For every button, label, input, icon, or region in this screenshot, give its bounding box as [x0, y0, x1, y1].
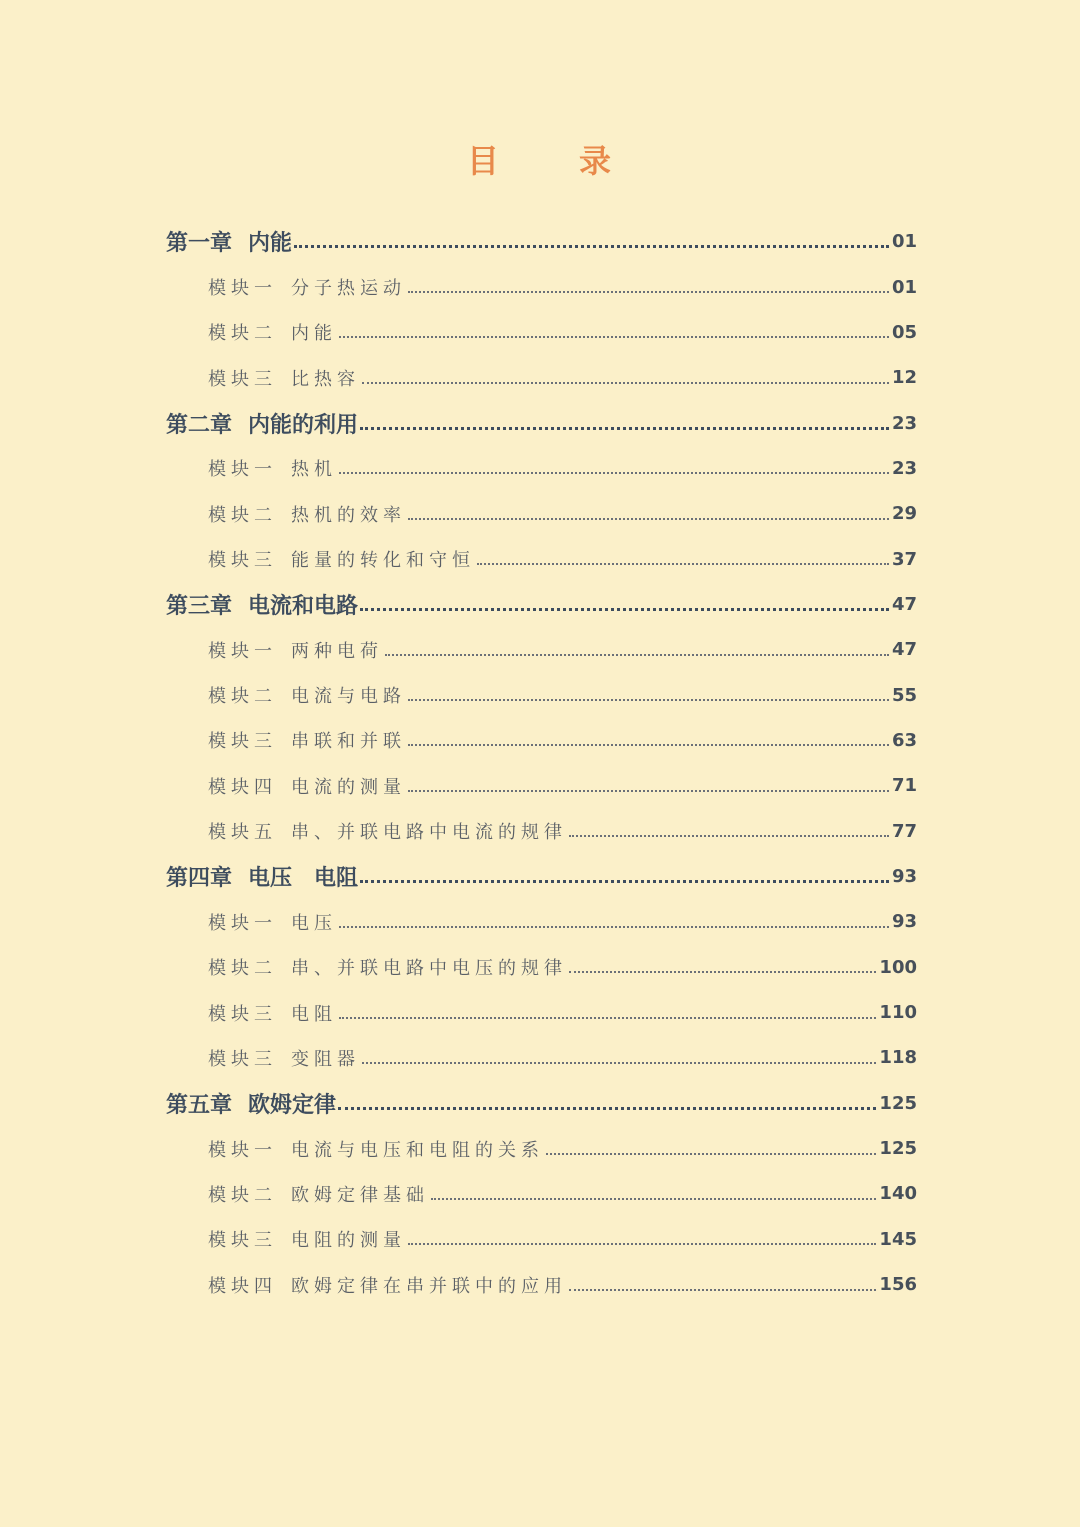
module-title: 电流的测量	[291, 776, 406, 798]
toc-entry-label	[208, 319, 337, 345]
module-title: 热机的效率	[291, 504, 406, 526]
toc-entry-label	[208, 909, 337, 935]
module-title: 串、并联电路中电压的规律	[291, 958, 567, 980]
dot-leader	[362, 382, 889, 384]
module-number: 模块四	[208, 1275, 277, 1297]
page-number: 55	[891, 684, 917, 706]
module-number: 模块一	[208, 1139, 277, 1161]
module-title: 比热容	[291, 368, 360, 390]
toc-entry-label	[208, 501, 406, 527]
dot-leader	[477, 563, 889, 565]
page-number: 01	[891, 276, 917, 298]
module-title: 电流与电路	[291, 686, 406, 708]
module-number: 模块二	[208, 504, 277, 526]
dot-leader	[546, 1153, 876, 1155]
toc-module-entry[interactable]	[0, 763, 1080, 808]
toc-module-entry[interactable]	[0, 1217, 1080, 1262]
toc-entry-label	[208, 546, 475, 572]
module-title: 串、并联电路中电流的规律	[291, 822, 567, 844]
toc-entry-label	[208, 637, 383, 663]
page-number: 100	[879, 956, 917, 978]
toc-entry-label	[208, 773, 406, 799]
toc-chapter-entry[interactable]	[0, 854, 1080, 899]
page-number: 47	[891, 639, 917, 661]
chapter-number: 第二章	[166, 411, 233, 438]
module-number: 模块四	[208, 776, 277, 798]
page-number: 12	[891, 367, 917, 389]
toc-entry-label	[208, 954, 567, 980]
dot-leader	[408, 699, 889, 701]
module-title: 串联和并联	[291, 731, 406, 753]
toc-chapter-entry[interactable]	[0, 582, 1080, 627]
module-number: 模块三	[208, 550, 277, 572]
dot-leader	[408, 744, 889, 746]
page-number: 140	[879, 1183, 917, 1205]
module-number: 模块一	[208, 912, 277, 934]
page-number: 37	[891, 548, 917, 570]
module-title: 能量的转化和守恒	[291, 550, 475, 572]
dot-leader	[339, 926, 889, 928]
dot-leader	[339, 472, 889, 474]
page-number: 23	[891, 457, 917, 479]
module-title: 电流与电压和电阻的关系	[291, 1139, 544, 1161]
page-number: 77	[891, 820, 917, 842]
toc-entry-label	[208, 455, 337, 481]
toc-module-entry[interactable]	[0, 1171, 1080, 1216]
dot-leader	[339, 1017, 876, 1019]
module-number: 模块三	[208, 368, 277, 390]
module-number: 模块三	[208, 1048, 277, 1070]
module-title: 欧姆定律基础	[291, 1184, 429, 1206]
toc-module-entry[interactable]	[0, 310, 1080, 355]
page-number: 47	[891, 593, 917, 615]
module-number: 模块二	[208, 1184, 277, 1206]
title-char-left: 目	[466, 142, 501, 180]
module-title: 变阻器	[291, 1048, 360, 1070]
toc-module-entry[interactable]	[0, 1262, 1080, 1307]
module-number: 模块二	[208, 686, 277, 708]
toc-entry-label	[166, 226, 292, 257]
toc-chapter-entry[interactable]	[0, 400, 1080, 445]
toc-entry-label	[166, 589, 358, 620]
module-number: 模块二	[208, 323, 277, 345]
module-title: 电阻	[291, 1003, 337, 1025]
toc-module-entry[interactable]	[0, 1126, 1080, 1171]
dot-leader	[385, 654, 889, 656]
chapter-title: 电压 电阻	[248, 864, 359, 891]
module-number: 模块二	[208, 958, 277, 980]
chapter-number: 第三章	[166, 592, 233, 619]
toc-module-entry[interactable]	[0, 899, 1080, 944]
module-title: 电阻的测量	[291, 1230, 406, 1252]
toc-entry-label	[166, 861, 358, 892]
toc-entry-label	[208, 274, 406, 300]
module-title: 欧姆定律在串并联中的应用	[291, 1275, 567, 1297]
page-number: 71	[891, 775, 917, 797]
toc-entry-label	[208, 1272, 567, 1298]
toc-entry-label	[208, 1181, 429, 1207]
chapter-title: 内能	[248, 230, 293, 257]
page-number: 23	[891, 412, 917, 434]
toc-chapter-entry[interactable]	[0, 219, 1080, 264]
dot-leader	[408, 1243, 876, 1245]
dot-leader	[360, 427, 889, 430]
page-number: 93	[891, 865, 917, 887]
module-title: 内能	[291, 323, 337, 345]
module-title: 两种电荷	[291, 640, 383, 662]
dot-leader	[569, 1289, 876, 1291]
page-number: 05	[891, 321, 917, 343]
dot-leader	[408, 291, 889, 293]
title-char-right: 录	[579, 142, 614, 180]
page-number: 145	[879, 1228, 917, 1250]
page-number: 93	[891, 911, 917, 933]
toc-module-entry[interactable]	[0, 1035, 1080, 1080]
chapter-title: 欧姆定律	[248, 1091, 337, 1118]
toc-module-entry[interactable]	[0, 945, 1080, 990]
page-number: 01	[891, 231, 917, 253]
chapter-title: 电流和电路	[248, 592, 359, 619]
page-number: 110	[879, 1002, 917, 1024]
module-title: 热机	[291, 459, 337, 481]
dot-leader	[360, 880, 889, 883]
dot-leader	[339, 336, 889, 338]
dot-leader	[569, 835, 889, 837]
dot-leader	[360, 608, 889, 611]
toc-entry-label	[208, 1226, 406, 1252]
toc-entry-label	[166, 1088, 336, 1119]
module-number: 模块五	[208, 822, 277, 844]
chapter-number: 第四章	[166, 864, 233, 891]
toc-entry-label	[208, 727, 406, 753]
toc-entry-label	[208, 818, 567, 844]
toc-module-entry[interactable]	[0, 264, 1080, 309]
toc-module-entry[interactable]	[0, 536, 1080, 581]
dot-leader	[431, 1198, 876, 1200]
toc-entry-label	[208, 682, 406, 708]
toc-module-entry[interactable]	[0, 627, 1080, 672]
chapter-title: 内能的利用	[248, 411, 359, 438]
table-of-contents	[0, 219, 1080, 1307]
dot-leader	[338, 1107, 876, 1110]
module-number: 模块三	[208, 1230, 277, 1252]
module-number: 模块三	[208, 1003, 277, 1025]
toc-entry-label	[166, 408, 358, 439]
page-title	[0, 136, 1080, 182]
module-number: 模块一	[208, 640, 277, 662]
toc-module-entry[interactable]	[0, 446, 1080, 491]
page-number: 156	[879, 1274, 917, 1296]
toc-entry-label	[208, 1000, 337, 1026]
page-number: 29	[891, 503, 917, 525]
chapter-number: 第五章	[166, 1091, 233, 1118]
toc-module-entry[interactable]	[0, 355, 1080, 400]
toc-chapter-entry[interactable]	[0, 1081, 1080, 1126]
toc-module-entry[interactable]	[0, 718, 1080, 763]
page-number: 125	[879, 1138, 917, 1160]
toc-entry-label	[208, 365, 360, 391]
dot-leader	[408, 518, 889, 520]
dot-leader	[408, 790, 889, 792]
toc-entry-label	[208, 1045, 360, 1071]
toc-module-entry[interactable]	[0, 672, 1080, 717]
module-number: 模块一	[208, 459, 277, 481]
module-number: 模块一	[208, 278, 277, 300]
toc-entry-label	[208, 1136, 544, 1162]
page-number: 63	[891, 729, 917, 751]
module-title: 电压	[291, 912, 337, 934]
module-number: 模块三	[208, 731, 277, 753]
dot-leader	[569, 971, 876, 973]
dot-leader	[294, 245, 889, 248]
toc-module-entry[interactable]	[0, 491, 1080, 536]
module-title: 分子热运动	[291, 278, 406, 300]
page-number: 125	[879, 1092, 917, 1114]
toc-module-entry[interactable]	[0, 808, 1080, 853]
page-number: 118	[879, 1047, 917, 1069]
toc-module-entry[interactable]	[0, 990, 1080, 1035]
dot-leader	[362, 1062, 876, 1064]
chapter-number: 第一章	[166, 230, 233, 257]
